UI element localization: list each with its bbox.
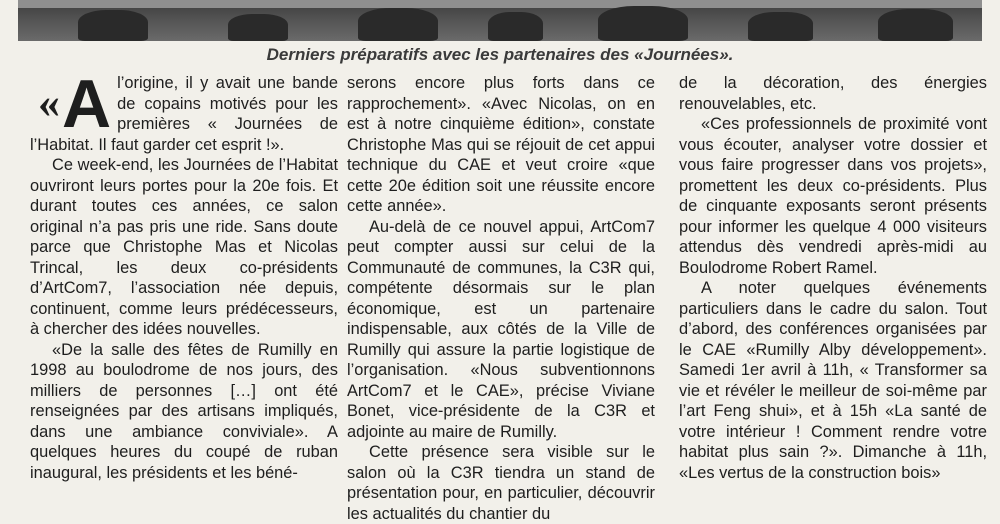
paragraph: «De la salle des fêtes de Rumilly en 1998 au boulodrome de nos jours, des milliers de personnes […] ont été renseignées par des artisans impliqués, dans une ambiance conviviale». A quelques heures du coupé de ruban inaugural, les présidents et les béné- xyxy=(30,340,338,482)
article-column-2 xyxy=(347,73,655,524)
drop-quote: « xyxy=(38,78,60,127)
drop-cap: A xyxy=(62,66,112,142)
photo-caption: Derniers préparatifs avec les partenaires des «Journées». xyxy=(266,45,734,64)
article-column-3 xyxy=(679,73,987,483)
paragraph: Cette présence sera visible sur le salon où la C3R tiendra un stand de présentation pour, en particulier, découvrir les actualités du chantier du xyxy=(347,443,655,523)
news-photo xyxy=(18,0,982,41)
paragraph: de la décoration, des énergies renouvelables, etc. xyxy=(679,74,987,113)
paragraph: serons encore plus forts dans ce rapprochement». «Avec Nicolas, on en est à notre cinquième édition», constate Christophe Mas qui se réjouit de cet appui technique du CAE et veut croire «que cette 20e édition soit une réussite encore cette année». xyxy=(347,74,655,215)
article-column-1 xyxy=(30,66,338,483)
paragraph: «Ces professionnels de proximité vont vous écouter, analyser votre dossier et vous faire progresser dans vos projets», promettent les deux co-présidents. Plus de cinquante exposants seront présents pour informer les quelque 4 000 visiteurs attendus dès vendredi après-midi au Boulodrome Robert Ramel. xyxy=(679,115,987,277)
paragraph: A noter quelques événements particuliers dans le cadre du salon. Tout d’abord, des conférences organisées par le CAE «Rumilly Alby développement». Samedi 1er avril à 11h, « Transformer sa vie et révéler le meilleur de soi-même par l’art Feng shui», et à 15h «La santé de votre intérieur ! Comment rendre votre habitat plus sain ?». Dimanche à 11h, «Les vertus de la construction bois» xyxy=(679,279,987,482)
paragraph: Ce week-end, les Journées de l’Habitat ouvriront leurs portes pour la 20e fois. Et durant toutes ces années, ce salon original n’a pas pris une ride. Sans doute parce que Christophe Mas et Nicolas Trincal, les deux co-présidents d’ArtCom7, l’association née depuis, continuent, comme leurs prédécesseurs, à chercher des idées nouvelles. xyxy=(30,156,338,338)
paragraph: l’origine, il y avait une bande de copains motivés pour les premières « Journées de l’Habitat. Il faut garder cet esprit !». xyxy=(30,74,338,154)
paragraph: Au-delà de ce nouvel appui, ArtCom7 peut compter aussi sur celui de la Communauté de communes, la C3R qui, compétente désormais sur le plan économique, est un partenaire indispensable, aux côtés de la Ville de Rumilly qui assure la partie logistique de l’organisation. «Nous subventionnons ArtCom7 et le CAE», précise Viviane Bonet, vice-présidente de la C3R et adjointe au maire de Rumilly. xyxy=(347,217,655,441)
